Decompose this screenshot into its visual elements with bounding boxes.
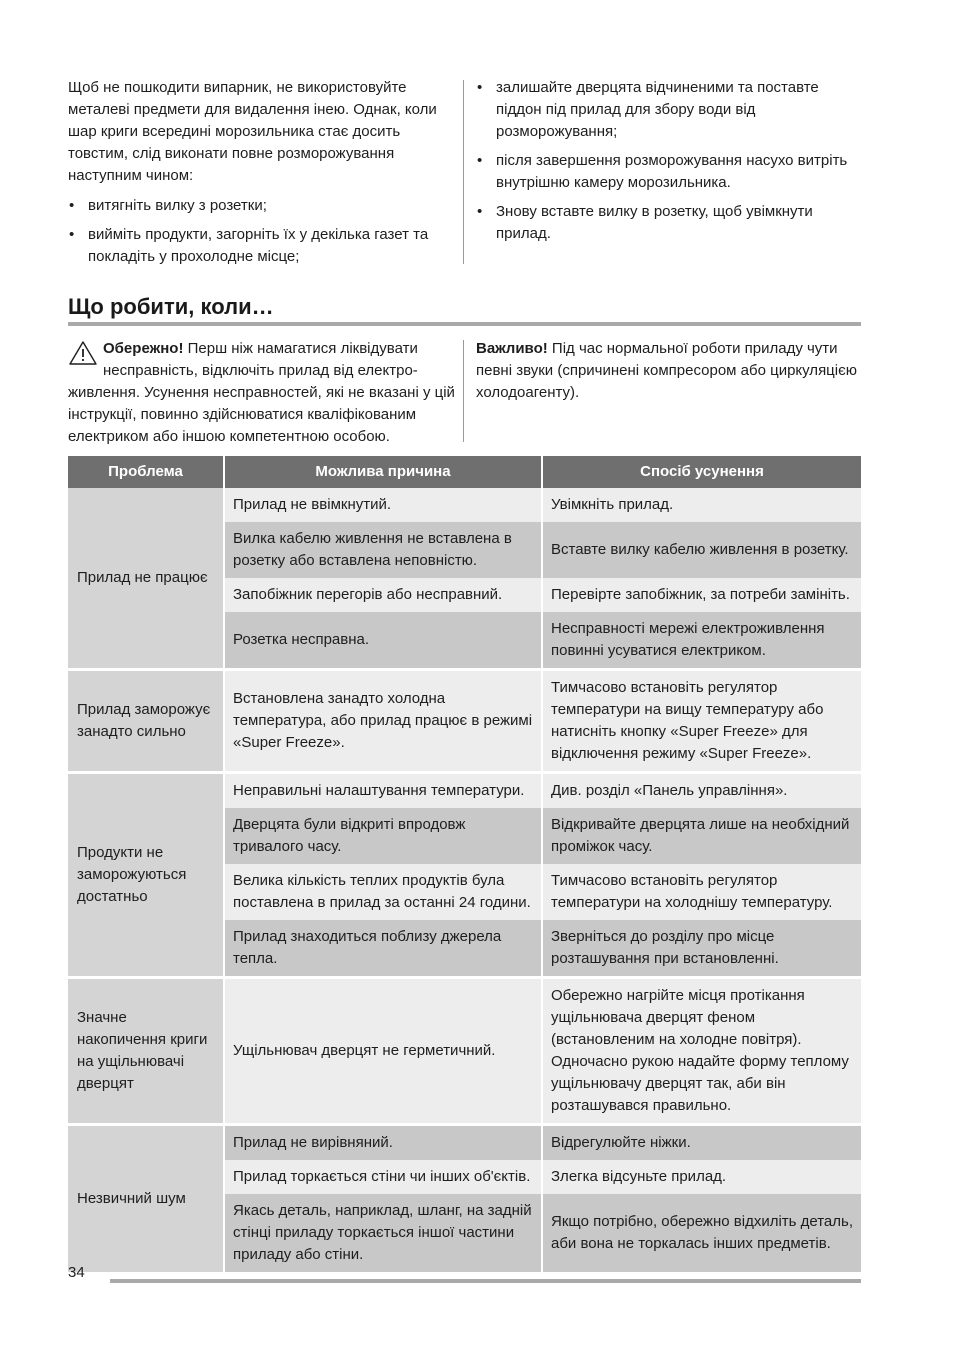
bullet-item: • витягніть вилку з розетки;	[68, 195, 448, 217]
section-title: Що робити, коли…	[68, 294, 274, 319]
cause-cell: Ущільнювач дверцят не герметичний.	[224, 978, 542, 1125]
table-row	[68, 1125, 861, 1161]
intro-right-column	[476, 77, 866, 245]
remedy-cell: Відрегулюйте ніжки.	[542, 1125, 861, 1161]
remedy-cell: Якщо потрібно, обережно відхиліть деталь, аби вона не торкалась інших предметів.	[542, 1194, 861, 1272]
cause-cell: Запобіжник перегорів або несправний.	[224, 578, 542, 612]
cause-cell: Прилад не ввімкнутий.	[224, 488, 542, 522]
title-rule	[68, 322, 861, 326]
problem-cell: Прилад заморожує занадто сильно	[68, 670, 224, 773]
column-divider	[463, 80, 464, 264]
cause-cell: Прилад знаходиться поблизу джерела тепла.	[224, 920, 542, 978]
cause-cell: Встановлена занадто холодна температура, або прилад працює в режимі «Super Freeze».	[224, 670, 542, 773]
column-divider	[463, 340, 464, 442]
table-row	[68, 978, 861, 1125]
bullet-item: • Знову вставте вилку в розетку, щоб увімкнути прилад.	[476, 201, 866, 245]
cause-cell: Якась деталь, наприклад, шланг, на задній стінці приладу торкається іншої частини приладу або стіни.	[224, 1194, 542, 1272]
bullet-item: • вийміть продукти, загорніть їх у декілька газет та покладіть у прохолодне місце;	[68, 224, 448, 268]
cause-cell: Розетка несправна.	[224, 612, 542, 670]
warning-block	[68, 338, 456, 448]
footer-rule	[110, 1279, 861, 1283]
table-row	[68, 773, 861, 809]
intro-paragraph: Щоб не пошкодити випарник, не використовуйте металеві предмети для видалення інею. Однак, коли шар криги всередині морозильника стає досить товстим, слід виконати повне розморожування наступним чином:	[68, 79, 437, 184]
note-label: Важливо!	[476, 340, 548, 357]
cause-cell: Прилад не вирівняний.	[224, 1125, 542, 1161]
cause-cell: Вилка кабелю живлення не вставлена в розетку або вставлена неповністю.	[224, 522, 542, 578]
header-problem: Проблема	[68, 456, 224, 488]
important-note	[476, 338, 861, 404]
bullet-item: • залишайте дверцята відчиненими та поставте піддон під прилад для збору води від розморожування;	[476, 77, 866, 143]
remedy-cell: Несправності мережі електроживлення повинні усуватися електриком.	[542, 612, 861, 670]
remedy-cell: Відкривайте дверцята лише на необхідний проміжок часу.	[542, 808, 861, 864]
remedy-cell: Перевірте запобіжник, за потреби замініть.	[542, 578, 861, 612]
warning-label: Обережно!	[103, 340, 184, 357]
warning-triangle-icon	[68, 340, 98, 366]
remedy-cell: Увімкніть прилад.	[542, 488, 861, 522]
intro-bullets-right	[476, 77, 866, 245]
remedy-cell: Тимчасово встановіть регулятор температури на вищу температуру або натисніть кнопку «Super Freeze» для відключення режиму «Super Freeze».	[542, 670, 861, 773]
cause-cell: Прилад торкається стіни чи інших об'єктів.	[224, 1160, 542, 1194]
table-row	[68, 670, 861, 773]
note-text: Під час нормальної роботи приладу чути певні звуки (спричинені компресором або циркуляцією холодоагенту).	[476, 340, 858, 401]
remedy-cell: Тимчасово встановіть регулятор температури на холоднішу температуру.	[542, 864, 861, 920]
remedy-cell: Злегка відсуньте прилад.	[542, 1160, 861, 1194]
problem-cell: Незвичний шум	[68, 1125, 224, 1273]
cause-cell: Велика кількість теплих продуктів була поставлена в прилад за останні 24 години.	[224, 864, 542, 920]
remedy-cell: Зверніться до розділу про місце розташування при встановленні.	[542, 920, 861, 978]
header-remedy: Спосіб усунення	[542, 456, 861, 488]
problem-cell: Продукти не заморожуються достатньо	[68, 773, 224, 978]
remedy-cell: Вставте вилку кабелю живлення в розетку.	[542, 522, 861, 578]
remedy-cell: Див. розділ «Панель управління».	[542, 773, 861, 809]
bullet-item: • після завершення розморожування насухо витріть внутрішню камеру морозильника.	[476, 150, 866, 194]
header-cause: Можлива причина	[224, 456, 542, 488]
cause-cell: Неправильні налаштування температури.	[224, 773, 542, 809]
table-header-row	[68, 456, 861, 488]
page-number: 34	[68, 1264, 85, 1281]
intro-bullets-left	[68, 195, 448, 268]
warning-text: Перш ніж намагатися ліквідувати несправність, відключіть прилад від електро-живлення. Усунення несправностей, які не вказані у цій інструкції, повинно здійснюватися кваліфікованим електриком або іншою компетентною особою.	[68, 340, 455, 445]
problem-cell: Значне накопичення криги на ущільнювачі дверцят	[68, 978, 224, 1125]
remedy-cell: Обережно нагрійте місця протікання ущільнювача дверцят феном (встановленим на холодне повітря). Одночасно рукою надайте форму теплому ущільнювачу дверцят так, аби він розташувався правильно.	[542, 978, 861, 1125]
troubleshooting-table	[68, 456, 861, 1272]
table-row	[68, 488, 861, 522]
cause-cell: Дверцята були відкриті впродовж тривалого часу.	[224, 808, 542, 864]
intro-left-column	[68, 77, 448, 268]
problem-cell: Прилад не працює	[68, 488, 224, 670]
